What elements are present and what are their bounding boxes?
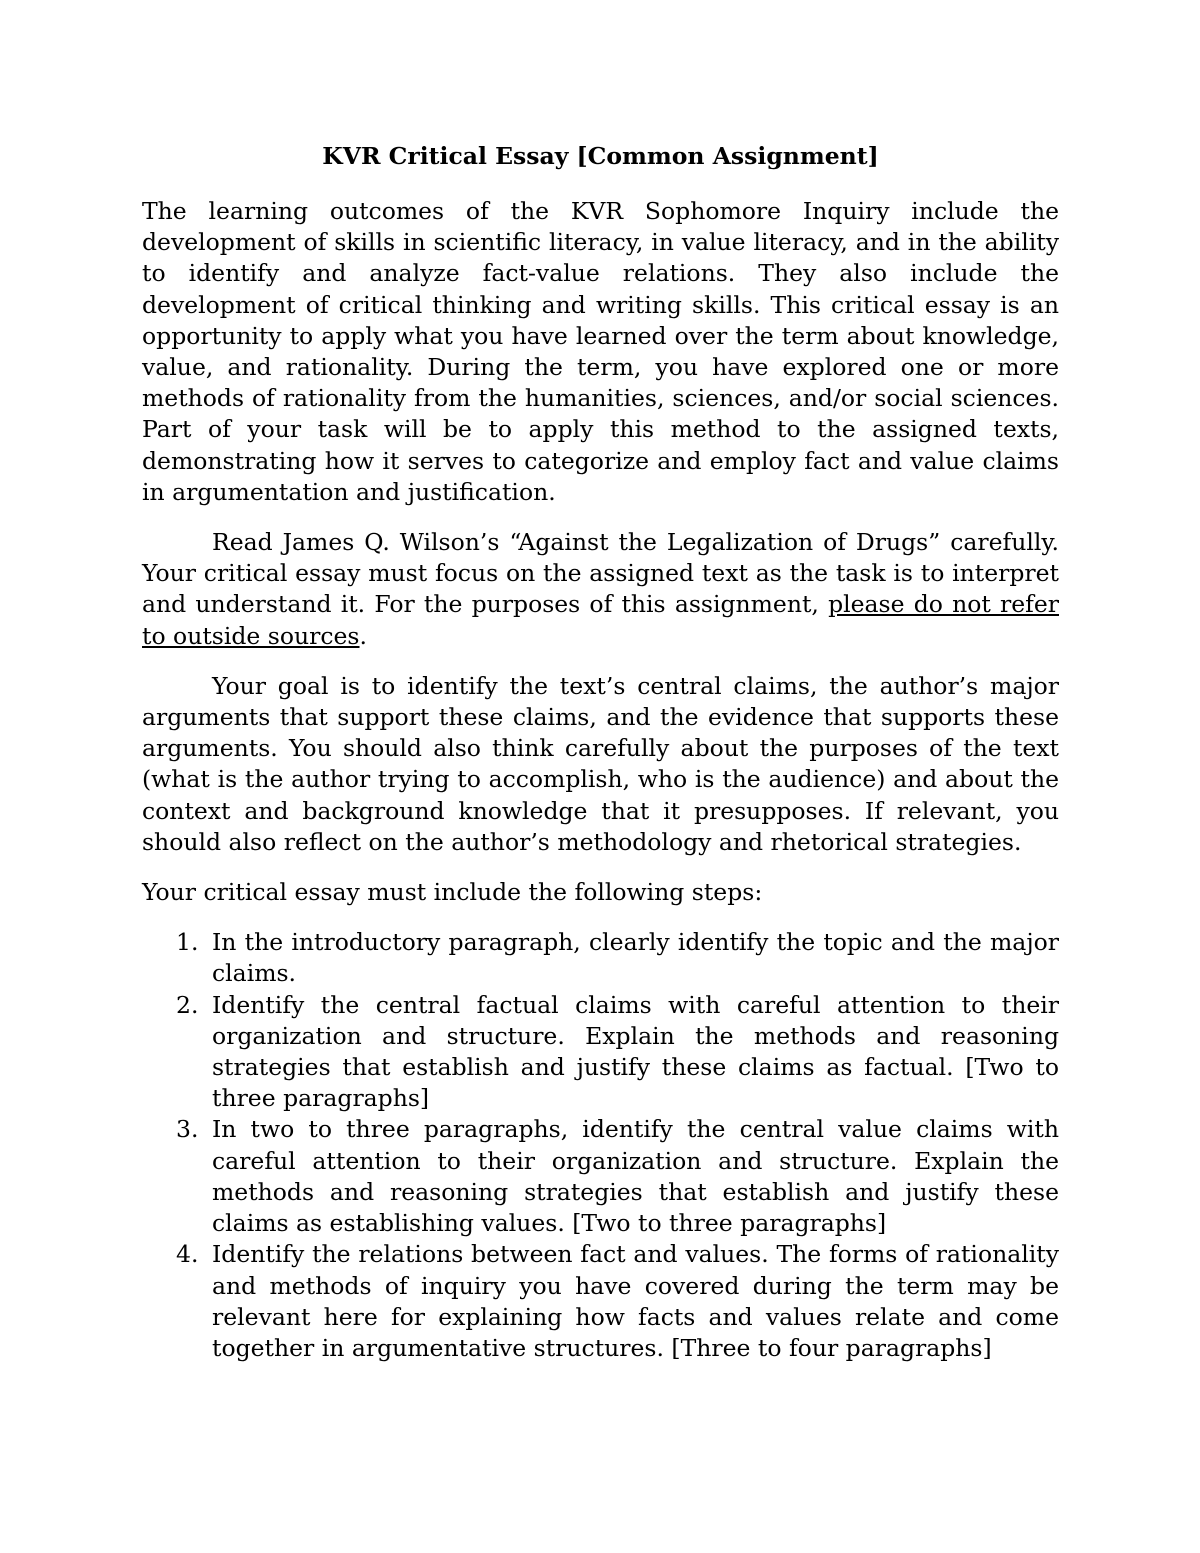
- reading-paragraph-text: Read James Q. Wilson’s “Against the Legalization of Drugs” carefully. Your critical essay must focus on the assigned text as the task is to interpret and understand it. For the purposes of this assignment,: [142, 528, 1059, 619]
- reading-paragraph: [142, 527, 1059, 652]
- document-title: KVR Critical Essay [Common Assignment]: [322, 142, 879, 170]
- goal-paragraph: Your goal is to identify the text’s central claims, the author’s major arguments that support these claims, and the evidence that supports these arguments. You should also think carefully about the purposes of the text (what is the author trying to accomplish, who is the audience) and about the context and background knowledge that it presupposes. If relevant, you should also reflect on the author’s methodology and rhetorical strategies.: [142, 671, 1059, 856]
- intro-paragraph: The learning outcomes of the KVR Sophomore Inquiry include the development of skills in scientific literacy, in value literacy, and in the ability to identify and analyze fact-value relations. They also include the development of critical thinking and writing skills. This critical essay is an opportunity to apply what you have learned over the term about knowledge, value, and rationality. During the term, you have explored one or more methods of rationality from the humanities, sciences, and/or social sciences. Part of your task will be to apply this method to the assigned texts, demonstrating how it serves to categorize and employ fact and value claims in argumentation and justification.: [142, 197, 1059, 506]
- reading-paragraph-end: .: [359, 621, 367, 650]
- step-number: 4.: [176, 1240, 199, 1269]
- step-item: [142, 927, 1059, 989]
- step-item: [142, 1239, 1059, 1364]
- outside-sources-note: please do not refer to outside sources: [142, 590, 1059, 650]
- step-item: [142, 1114, 1059, 1239]
- step-text: Identify the central factual claims with careful attention to their organization and structure. Explain the methods and reasoning strategies that establish and justify these claims as factual. [Two to three paragraphs]: [212, 990, 1059, 1113]
- steps-list: [142, 927, 1059, 1364]
- step-text: Identify the relations between fact and values. The forms of rationality and methods of inquiry you have covered during the term may be relevant here for explaining how facts and values relate and come together in argumentative structures. [Three to four paragraphs]: [212, 1240, 1059, 1362]
- step-text: In two to three paragraphs, identify the central value claims with careful attention to their organization and structure. Explain the methods and reasoning strategies that establish and justify these claims as establishing values. [Two to three paragraphs]: [212, 1115, 1059, 1238]
- step-number: 1.: [176, 928, 199, 957]
- steps-intro: Your critical essay must include the following steps:: [142, 878, 763, 907]
- step-number: 2.: [176, 990, 199, 1019]
- step-text: In the introductory paragraph, clearly identify the topic and the major claims.: [212, 928, 1059, 988]
- document-page: [142, 136, 1059, 1364]
- step-item: [142, 990, 1059, 1115]
- step-number: 3.: [176, 1115, 199, 1144]
